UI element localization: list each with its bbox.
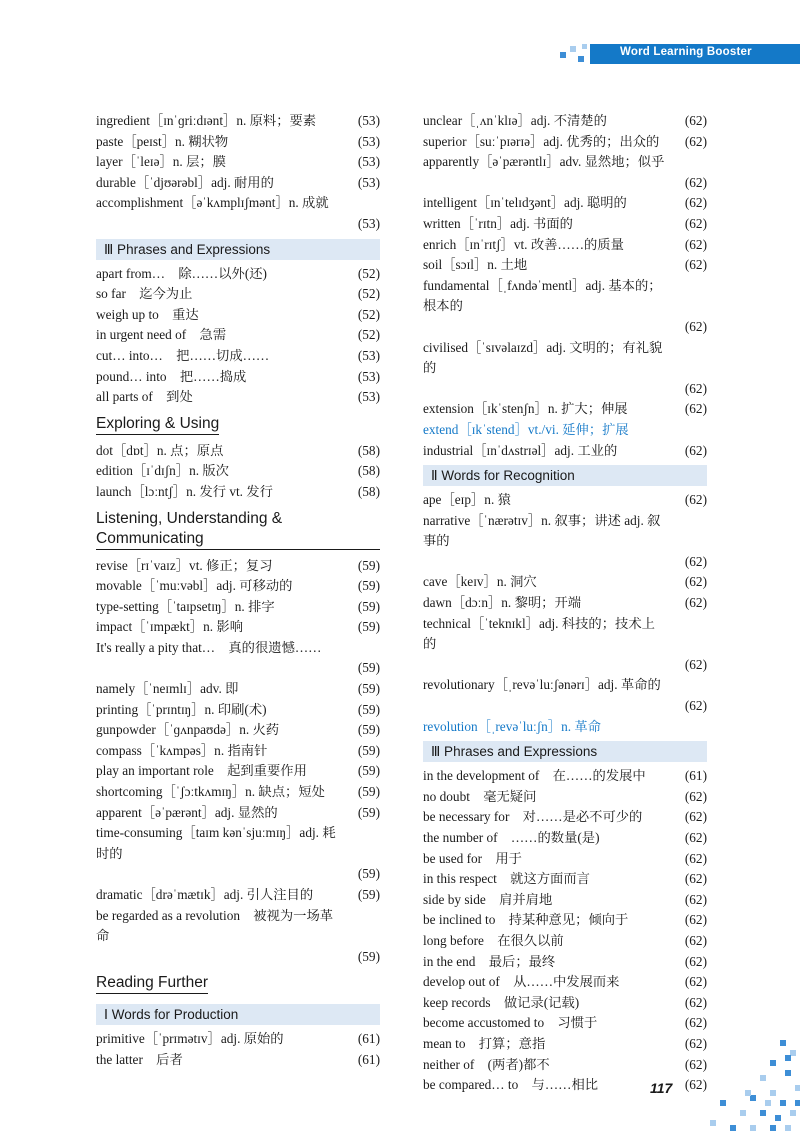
page-ref: (62) xyxy=(684,574,707,590)
entry-text: printing［ˈprɪntɪŋ］n. 印刷(术) xyxy=(96,701,267,717)
page-ref: (62) xyxy=(684,318,707,334)
page-ref: (62) xyxy=(684,788,707,804)
pixel-square xyxy=(740,1110,746,1116)
page-ref: (59) xyxy=(357,557,380,573)
vocab-entry xyxy=(96,556,380,577)
page-ref: (52) xyxy=(357,265,380,281)
right-column xyxy=(423,111,707,1096)
page-ref: (53) xyxy=(357,154,380,170)
vocab-entry xyxy=(96,264,380,285)
vocab-entry xyxy=(423,766,707,787)
pixel-square xyxy=(770,1125,776,1131)
vocab-entry xyxy=(423,511,707,573)
page-ref: (62) xyxy=(684,912,707,928)
entry-text: in this respect 就这方面而言 xyxy=(423,871,590,887)
pixel-square xyxy=(770,1090,776,1096)
pixel-square xyxy=(720,1100,726,1106)
entry-text: extension［ɪkˈstenʃn］n. 扩大；伸展 xyxy=(423,401,628,417)
vocab-entry xyxy=(423,572,707,593)
entry-text: the number of ……的数量(是) xyxy=(423,830,600,845)
entry-text: unclear［ˌʌnˈklɪə］adj. 不清楚的 xyxy=(423,113,607,128)
entry-text: in the development of 在……的发展中 xyxy=(423,768,646,784)
vocab-entry xyxy=(96,482,380,503)
entry-text: technical［ˈteknɪkl］adj. 科技的；技术上的 xyxy=(423,615,655,652)
page-ref: (62) xyxy=(684,401,707,417)
vocab-entry xyxy=(423,910,707,931)
vocab-entry xyxy=(96,1029,380,1050)
vocab-entry xyxy=(96,700,380,721)
page-ref: (58) xyxy=(357,463,380,479)
vocab-entry xyxy=(423,675,707,716)
entry-text: type-setting［ˈtaɪpsetɪŋ］n. 排字 xyxy=(96,598,275,614)
vocab-entry xyxy=(96,679,380,700)
entry-text: extend［ɪkˈstend］vt./vi. 延伸；扩展 xyxy=(423,421,629,437)
page-ref: (62) xyxy=(684,953,707,969)
page-ref: (53) xyxy=(357,174,380,190)
page-ref: (62) xyxy=(684,698,707,714)
page-ref: (62) xyxy=(684,891,707,907)
pixel-square xyxy=(730,1125,736,1131)
vocab-entry xyxy=(96,152,380,173)
vocab-entry xyxy=(96,367,380,388)
vocab-entry xyxy=(96,461,380,482)
vocab-entry xyxy=(423,111,707,132)
entry-text: paste［peɪst］n. 糊状物 xyxy=(96,133,229,149)
entry-text: namely［ˈneɪmlɪ］adv. 即 xyxy=(96,681,239,697)
pixel-square xyxy=(795,1085,800,1091)
vocab-entry xyxy=(423,1055,707,1076)
heading-wrap xyxy=(96,408,380,441)
vocab-entry xyxy=(423,993,707,1014)
entry-text: revise［rɪˈvaɪz］vt. 修正；复习 xyxy=(96,557,273,573)
pixel-square xyxy=(710,1120,716,1126)
pixel-square xyxy=(785,1055,791,1061)
entry-text: impact［ˈɪmpækt］n. 影响 xyxy=(96,619,243,635)
heading-wrap xyxy=(96,503,380,556)
banner-title: Word Learning Booster xyxy=(620,46,752,58)
vocab-entry xyxy=(96,173,380,194)
entry-text: fundamental［ˌfʌndəˈmentl］adj. 基本的；根本的 xyxy=(423,277,662,314)
entry-text: intelligent［ɪnˈtelɪdʒənt］adj. 聪明的 xyxy=(423,195,627,211)
entry-text: superior［suːˈpɪərɪə］adj. 优秀的；出众的 xyxy=(423,133,660,149)
section-header: Ⅲ Phrases and Expressions xyxy=(423,741,707,762)
page-ref: (62) xyxy=(684,994,707,1010)
vocab-entry xyxy=(423,787,707,808)
section-header: Ⅱ Words for Recognition xyxy=(423,465,707,486)
vocab-entry xyxy=(423,132,707,153)
page-ref: (62) xyxy=(684,236,707,252)
vocab-entry xyxy=(96,284,380,305)
page-ref: (62) xyxy=(684,442,707,458)
page-ref: (62) xyxy=(684,174,707,190)
entry-text: be regarded as a revolution 被视为一场革命 xyxy=(96,907,334,944)
page-ref: (62) xyxy=(684,1015,707,1031)
page-ref: (53) xyxy=(357,133,380,149)
page-ref: (62) xyxy=(684,553,707,569)
page-ref: (61) xyxy=(357,1051,380,1067)
entry-text: all parts of 到处 xyxy=(96,389,193,405)
page-ref: (58) xyxy=(357,442,380,458)
page-ref: (59) xyxy=(357,887,380,902)
vocab-entry xyxy=(96,193,380,234)
pixel-square xyxy=(760,1075,766,1081)
left-column xyxy=(96,111,380,1071)
pixel-square xyxy=(790,1110,796,1116)
entry-text: apparent［əˈpærənt］adj. 显然的 xyxy=(96,804,278,820)
section-heading: Reading Further xyxy=(96,973,208,994)
entry-text: shortcoming［ˈʃɔːtkʌmɪŋ］n. 缺点；短处 xyxy=(96,784,325,800)
entry-text: narrative［ˈnærətɪv］n. 叙事；讲述 adj. 叙事的 xyxy=(423,512,661,549)
pixel-square xyxy=(785,1070,791,1076)
vocab-entry xyxy=(423,828,707,849)
page-ref: (62) xyxy=(684,492,707,508)
section-heading: Listening, Understanding & Communicating xyxy=(96,509,380,550)
entry-text: dramatic［drəˈmætɪk］adj. 引人注目的 xyxy=(96,887,314,902)
vocab-entry xyxy=(423,972,707,993)
page-ref: (62) xyxy=(684,595,707,611)
page-ref: (53) xyxy=(357,389,380,405)
entry-text: layer［ˈleɪə］n. 层；膜 xyxy=(96,154,226,170)
vocab-entry xyxy=(423,490,707,511)
entry-text: ape［eɪp］n. 猿 xyxy=(423,492,511,508)
entry-text: develop out of 从……中发展而来 xyxy=(423,974,620,990)
page-ref: (62) xyxy=(684,850,707,866)
vocab-entry xyxy=(423,399,707,420)
page-ref: (52) xyxy=(357,286,380,302)
entry-text: gunpowder［ˈɡʌnpaʊdə］n. 火药 xyxy=(96,722,280,738)
vocab-entry xyxy=(423,593,707,614)
entry-text: primitive［ˈprɪmətɪv］adj. 原始的 xyxy=(96,1031,284,1047)
page-ref: (61) xyxy=(357,1031,380,1047)
vocab-entry xyxy=(423,276,707,338)
page-ref: (59) xyxy=(357,784,380,800)
entry-text: industrial［ɪnˈdʌstrɪəl］adj. 工业的 xyxy=(423,442,618,458)
vocab-entry xyxy=(423,952,707,973)
entry-text: revolutionary［ˌrevəˈluːʃənərɪ］adj. 革命的 xyxy=(423,677,661,693)
vocab-entry xyxy=(423,420,707,441)
vocab-entry xyxy=(423,255,707,276)
entry-text: so far 迄今为止 xyxy=(96,286,193,302)
entry-text: enrich［ɪnˈrɪtʃ］vt. 改善……的质量 xyxy=(423,236,624,252)
entry-text: dot［dɒt］n. 点；原点 xyxy=(96,442,224,458)
vocab-entry xyxy=(96,132,380,153)
heading-wrap xyxy=(96,967,380,1000)
page-ref: (59) xyxy=(357,742,380,758)
entry-text: mean to 打算；意指 xyxy=(423,1035,546,1051)
vocab-entry xyxy=(96,346,380,367)
page-ref: (52) xyxy=(357,327,380,343)
entry-text: be compared… to 与……相比 xyxy=(423,1077,599,1093)
vocab-entry xyxy=(423,890,707,911)
entry-text: be inclined to 持某种意见；倾向于 xyxy=(423,912,629,928)
entry-text: in the end 最后；最终 xyxy=(423,953,556,969)
pixel-square xyxy=(750,1125,756,1131)
entry-text: durable［ˈdjʊərəbl］adj. 耐用的 xyxy=(96,174,274,190)
vocab-entry xyxy=(423,235,707,256)
vocab-entry xyxy=(96,441,380,462)
entry-text: neither of (两者)都不 xyxy=(423,1056,550,1072)
page-ref: (59) xyxy=(357,722,380,738)
page-ref: (62) xyxy=(684,1056,707,1072)
vocab-entry xyxy=(423,441,707,462)
page-ref: (62) xyxy=(684,195,707,211)
page-ref: (62) xyxy=(684,974,707,990)
pixel-square xyxy=(770,1060,776,1066)
entry-text: apart from… 除……以外(还) xyxy=(96,265,267,281)
page-ref: (62) xyxy=(684,1035,707,1051)
page-ref: (59) xyxy=(357,701,380,717)
vocab-entry xyxy=(423,931,707,952)
vocab-entry xyxy=(96,576,380,597)
vocab-entry xyxy=(96,1050,380,1071)
page-ref: (62) xyxy=(684,133,707,149)
entry-text: cut… into… 把……切成…… xyxy=(96,347,270,363)
vocab-entry xyxy=(96,885,380,906)
entry-text: play an important role 起到重要作用 xyxy=(96,763,307,779)
vocab-entry xyxy=(96,803,380,824)
vocab-entry xyxy=(96,638,380,679)
page-ref: (53) xyxy=(357,347,380,363)
vocab-entry xyxy=(423,152,707,193)
entry-text: civilised［ˈsɪvəlaɪzd］adj. 文明的；有礼貌的 xyxy=(423,339,663,376)
page-ref: (62) xyxy=(684,215,707,231)
pixel-square xyxy=(780,1040,786,1046)
page-ref: (62) xyxy=(684,380,707,396)
page-ref: (61) xyxy=(684,768,707,784)
entry-text: the latter 后者 xyxy=(96,1051,183,1067)
page-ref: (62) xyxy=(684,809,707,825)
pixel-square xyxy=(775,1115,781,1121)
page-ref: (62) xyxy=(684,871,707,887)
vocab-entry xyxy=(96,782,380,803)
entry-text: launch［lɔːntʃ］n. 发行 vt. 发行 xyxy=(96,483,273,499)
vocab-entry xyxy=(96,325,380,346)
page-ref: (59) xyxy=(357,948,380,964)
page-ref: (62) xyxy=(684,257,707,273)
page-ref: (59) xyxy=(357,681,380,697)
vocab-entry xyxy=(423,1034,707,1055)
entry-text: dawn［dɔːn］n. 黎明；开端 xyxy=(423,595,582,611)
section-heading: Exploring & Using xyxy=(96,414,219,435)
entry-text: become accustomed to 习惯于 xyxy=(423,1015,598,1031)
page-ref: (58) xyxy=(357,483,380,499)
entry-text: ingredient［ɪnˈɡriːdɪənt］n. 原料；要素 xyxy=(96,113,317,128)
pixel-square xyxy=(795,1100,800,1106)
entry-text: in urgent need of 急需 xyxy=(96,327,227,343)
page-ref: (59) xyxy=(357,866,380,882)
vocab-entry xyxy=(96,741,380,762)
page-ref: (62) xyxy=(684,113,707,128)
vocab-entry xyxy=(423,614,707,676)
entry-text: no doubt 毫无疑问 xyxy=(423,788,537,804)
page-number: 117 xyxy=(650,1080,673,1096)
pixel-square xyxy=(780,1100,786,1106)
entry-text: accomplishment［əˈkʌmplɪʃmənt］n. 成就 xyxy=(96,195,329,211)
entry-text: side by side 肩并肩地 xyxy=(423,891,553,907)
vocab-entry xyxy=(423,193,707,214)
vocab-entry xyxy=(96,823,380,885)
page-ref: (59) xyxy=(357,660,380,676)
vocab-entry xyxy=(423,849,707,870)
page-ref: (59) xyxy=(357,763,380,779)
page-ref: (53) xyxy=(357,215,380,231)
pixel-square xyxy=(745,1090,751,1096)
entry-text: movable［ˈmuːvəbl］adj. 可移动的 xyxy=(96,578,293,594)
pixel-square xyxy=(765,1100,771,1106)
page-ref: (59) xyxy=(357,619,380,635)
page-ref: (59) xyxy=(357,578,380,594)
entry-text: cave［keɪv］n. 洞穴 xyxy=(423,574,537,590)
page-ref: (59) xyxy=(357,804,380,820)
entry-text: pound… into 把……捣成 xyxy=(96,368,247,384)
vocab-entry xyxy=(423,807,707,828)
entry-text: It's really a pity that… 真的很遗憾…… xyxy=(96,639,322,655)
page-ref: (52) xyxy=(357,306,380,322)
entry-text: be used for 用于 xyxy=(423,850,522,866)
vocab-entry xyxy=(96,111,380,132)
entry-text: time-consuming［taɪm kənˈsjuːmɪŋ］adj. 耗时的 xyxy=(96,825,336,861)
vocab-entry xyxy=(96,617,380,638)
entry-text: long before 在很久以前 xyxy=(423,932,564,948)
page-ref: (62) xyxy=(684,932,707,948)
entry-text: written［ˈrɪtn］adj. 书面的 xyxy=(423,215,573,231)
entry-text: apparently［əˈpærəntlɪ］adv. 显然地；似乎 xyxy=(423,154,665,170)
vocab-entry xyxy=(423,869,707,890)
vocab-entry xyxy=(423,338,707,400)
entry-text: revolution［ˌrevəˈluːʃn］n. 革命 xyxy=(423,718,601,734)
vocab-entry xyxy=(96,305,380,326)
vocab-entry xyxy=(96,906,380,968)
vocab-entry xyxy=(423,717,707,738)
page-ref: (53) xyxy=(357,368,380,384)
entry-text: weigh up to 重达 xyxy=(96,306,199,322)
section-header: Ⅲ Phrases and Expressions xyxy=(96,239,380,260)
vocab-entry xyxy=(423,1013,707,1034)
vocab-entry xyxy=(96,387,380,408)
vocab-entry xyxy=(96,761,380,782)
entry-text: keep records 做记录(记载) xyxy=(423,994,580,1010)
header-banner xyxy=(590,44,800,64)
page-ref: (62) xyxy=(684,656,707,672)
pixel-square xyxy=(760,1110,766,1116)
vocab-entry xyxy=(423,214,707,235)
vocab-entry xyxy=(96,597,380,618)
pixel-square xyxy=(785,1125,791,1131)
entry-text: be necessary for 对……是必不可少的 xyxy=(423,809,643,825)
page-ref: (53) xyxy=(357,113,380,128)
entry-text: soil［sɔɪl］n. 土地 xyxy=(423,257,528,273)
vocab-entry xyxy=(96,720,380,741)
section-header: Ⅰ Words for Production xyxy=(96,1004,380,1025)
entry-text: compass［ˈkʌmpəs］n. 指南针 xyxy=(96,742,268,758)
page-ref: (62) xyxy=(684,1077,707,1093)
entry-text: edition［ɪˈdɪʃn］n. 版次 xyxy=(96,463,229,479)
page-ref: (59) xyxy=(357,598,380,614)
page-ref: (62) xyxy=(684,830,707,845)
